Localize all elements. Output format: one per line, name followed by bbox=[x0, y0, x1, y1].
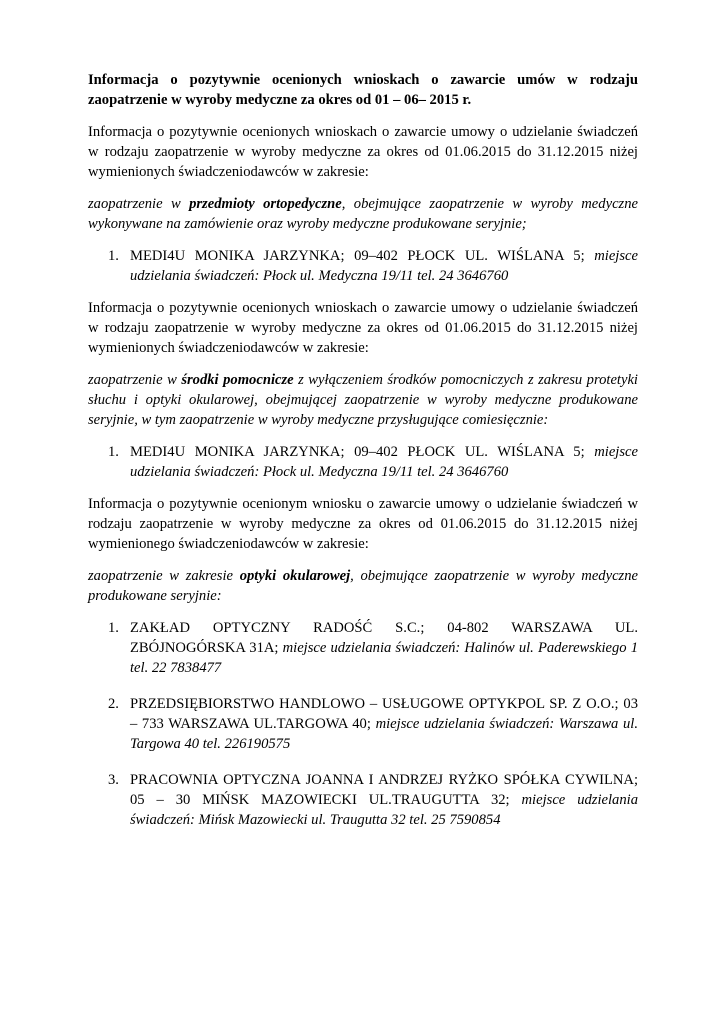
section-scope: zaopatrzenie w zakresie optyki okularowej, obejmujące zaopatrzenie w wyroby medyczne produkowane seryjnie: bbox=[88, 568, 639, 604]
section-intro: Informacja o pozytywnie ocenionych wnioskach o zawarcie umowy o udzielanie świadczeń w rodzaju zaopatrzenie w wyroby medyczne za okres od 01.06.2015 do 31.12.2015 niżej wymienionych świadczeniodawców w zakresie: bbox=[88, 300, 638, 356]
service-location: miejsce udzielania świadczeń: Halinów ul. Paderewskiego 1 tel. 22 7838477 bbox=[130, 640, 638, 676]
section-auxiliary bbox=[88, 298, 638, 482]
item-number: 3. bbox=[108, 772, 119, 788]
provider-name: MEDI4U MONIKA JARZYNKA; 09–402 PŁOCK UL. WIŚLANA 5; bbox=[130, 248, 585, 264]
provider-item bbox=[88, 770, 638, 830]
service-location: miejsce udzielania świadczeń: Mińsk Mazowiecki ul. Traugutta 32 tel. 25 7590854 bbox=[130, 792, 638, 828]
provider-list bbox=[88, 618, 638, 830]
provider-item bbox=[88, 442, 638, 482]
provider-name: PRACOWNIA OPTYCZNA JOANNA I ANDRZEJ RYŻKO SPÓŁKA CYWILNA; 05 – 30 MIŃSK MAZOWIECKI UL.TRAUGUTTA 32; bbox=[130, 772, 638, 808]
section-intro: Informacja o pozytywnie ocenionych wnioskach o zawarcie umowy o udzielanie świadczeń w rodzaju zaopatrzenie w wyroby medyczne za okres od 01.06.2015 do 31.12.2015 niżej wymienionych świadczeniodawców w zakresie: bbox=[88, 124, 638, 180]
provider-name: PRZEDSIĘBIORSTWO HANDLOWO – USŁUGOWE OPTYKPOL SP. Z O.O.; 03 – 733 WARSZAWA UL.TARGOWA 40; bbox=[130, 696, 638, 732]
item-number: 1. bbox=[108, 444, 119, 460]
provider-list bbox=[88, 442, 638, 482]
service-location: miejsce udzielania świadczeń: Warszawa ul. Targowa 40 tel. 226190575 bbox=[130, 716, 638, 752]
item-number: 1. bbox=[108, 248, 119, 264]
section-scope: zaopatrzenie w środki pomocnicze z wyłączeniem środków pomocniczych z zakresu protetyki słuchu i optyki okularowej, obejmującej zaopatrzenie w wyroby medyczne produkowane seryjnie, w tym zaopatrzenie w wyroby medyczne przysługujące comiesięcznie: bbox=[88, 372, 638, 428]
provider-name: ZAKŁAD OPTYCZNY RADOŚĆ S.C.; 04-802 WARSZAWA UL. ZBÓJNOGÓRSKA 31A; bbox=[130, 620, 638, 656]
document-title: Informacja o pozytywnie ocenionych wnioskach o zawarcie umów w rodzaju zaopatrzenie w wyroby medyczne za okres od 01 – 06– 2015 r. bbox=[88, 72, 638, 108]
provider-name: MEDI4U MONIKA JARZYNKA; 09–402 PŁOCK UL. WIŚLANA 5; bbox=[130, 444, 585, 460]
provider-item bbox=[88, 246, 638, 286]
section-optics bbox=[88, 494, 638, 830]
scope-keyword: przedmioty ortopedyczne bbox=[189, 196, 342, 212]
service-location: miejsce udzielania świadczeń: Płock ul. Medyczna 19/11 tel. 24 3646760 bbox=[130, 248, 638, 284]
service-location: miejsce udzielania świadczeń: Płock ul. Medyczna 19/11 tel. 24 3646760 bbox=[130, 444, 638, 480]
provider-list bbox=[88, 246, 638, 286]
provider-item bbox=[88, 694, 638, 754]
scope-keyword: optyki okularowej bbox=[239, 568, 351, 584]
document-page bbox=[88, 70, 638, 846]
section-intro: Informacja o pozytywnie ocenionym wniosku o zawarcie umowy o udzielanie świadczeń w rodzaju zaopatrzenie w wyroby medyczne za okres od 01.06.2015 do 31.12.2015 niżej wymienionego świadczeniodawców w zakresie: bbox=[88, 496, 638, 552]
scope-keyword: środki pomocnicze bbox=[181, 372, 294, 388]
provider-item bbox=[88, 618, 638, 678]
item-number: 1. bbox=[108, 620, 119, 636]
section-scope: zaopatrzenie w przedmioty ortopedyczne, obejmujące zaopatrzenie w wyroby medyczne wykonywane na zamówienie oraz wyroby medyczne produkowane seryjnie; bbox=[88, 196, 638, 232]
section-orthopedic bbox=[88, 122, 638, 286]
item-number: 2. bbox=[108, 696, 119, 712]
